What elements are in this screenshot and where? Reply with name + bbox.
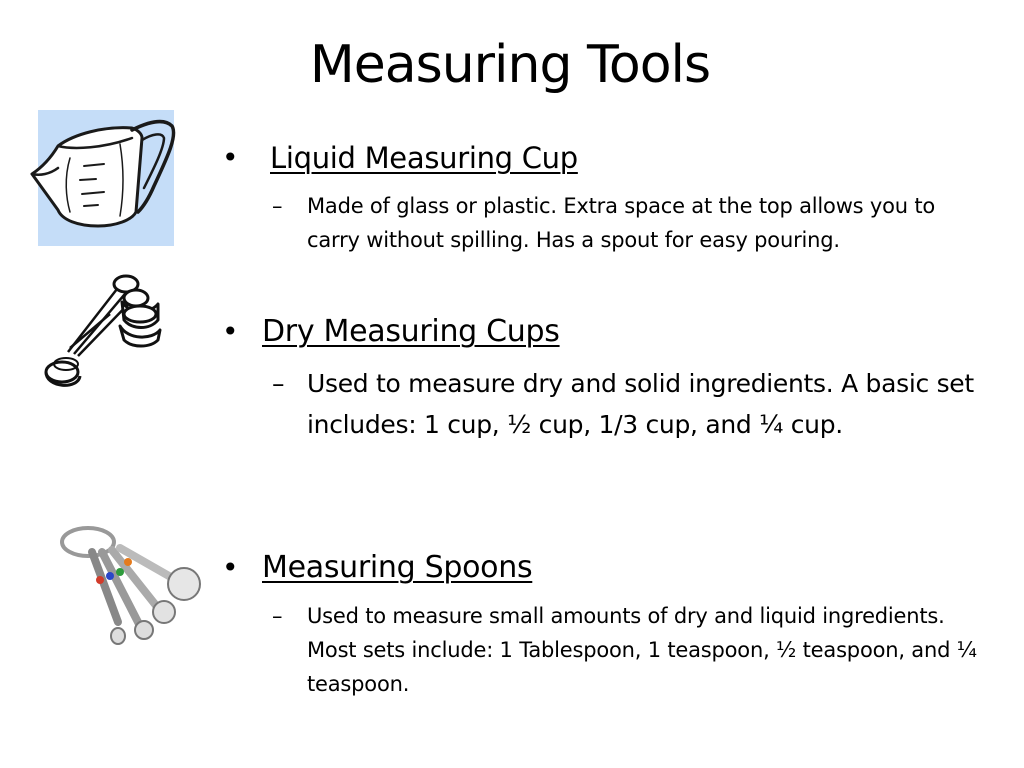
dry-measuring-cups-icon (40, 268, 164, 396)
sub-bullet-marker: – (272, 604, 283, 628)
bullet-heading: Liquid Measuring Cup (270, 141, 578, 175)
bullet-heading: Measuring Spoons (262, 550, 533, 585)
measuring-spoons-icon (58, 522, 202, 650)
bullet-marker: • (222, 141, 239, 174)
slide-title: Measuring Tools (309, 35, 711, 95)
sub-bullet-text: Made of glass or plastic. Extra space at the top allows you to carry without spilling. Has a spout for easy pouring. (307, 194, 936, 252)
sub-bullet-text: Used to measure dry and solid ingredients. A basic set includes: 1 cup, ½ cup, 1/3 cup, and ¼ cup. (307, 369, 974, 439)
sub-bullet-marker: – (272, 194, 283, 218)
bullet-heading: Dry Measuring Cups (262, 314, 560, 349)
bullet-marker: • (222, 551, 239, 584)
sub-bullet-marker: – (272, 369, 285, 398)
measuring-cup-icon (24, 108, 180, 248)
bullet-marker: • (222, 315, 239, 348)
sub-bullet-text: Used to measure small amounts of dry and liquid ingredients. Most sets include: 1 Tablespoon, 1 teaspoon, ½ teaspoon, and ¼ teaspoon. (307, 604, 977, 696)
